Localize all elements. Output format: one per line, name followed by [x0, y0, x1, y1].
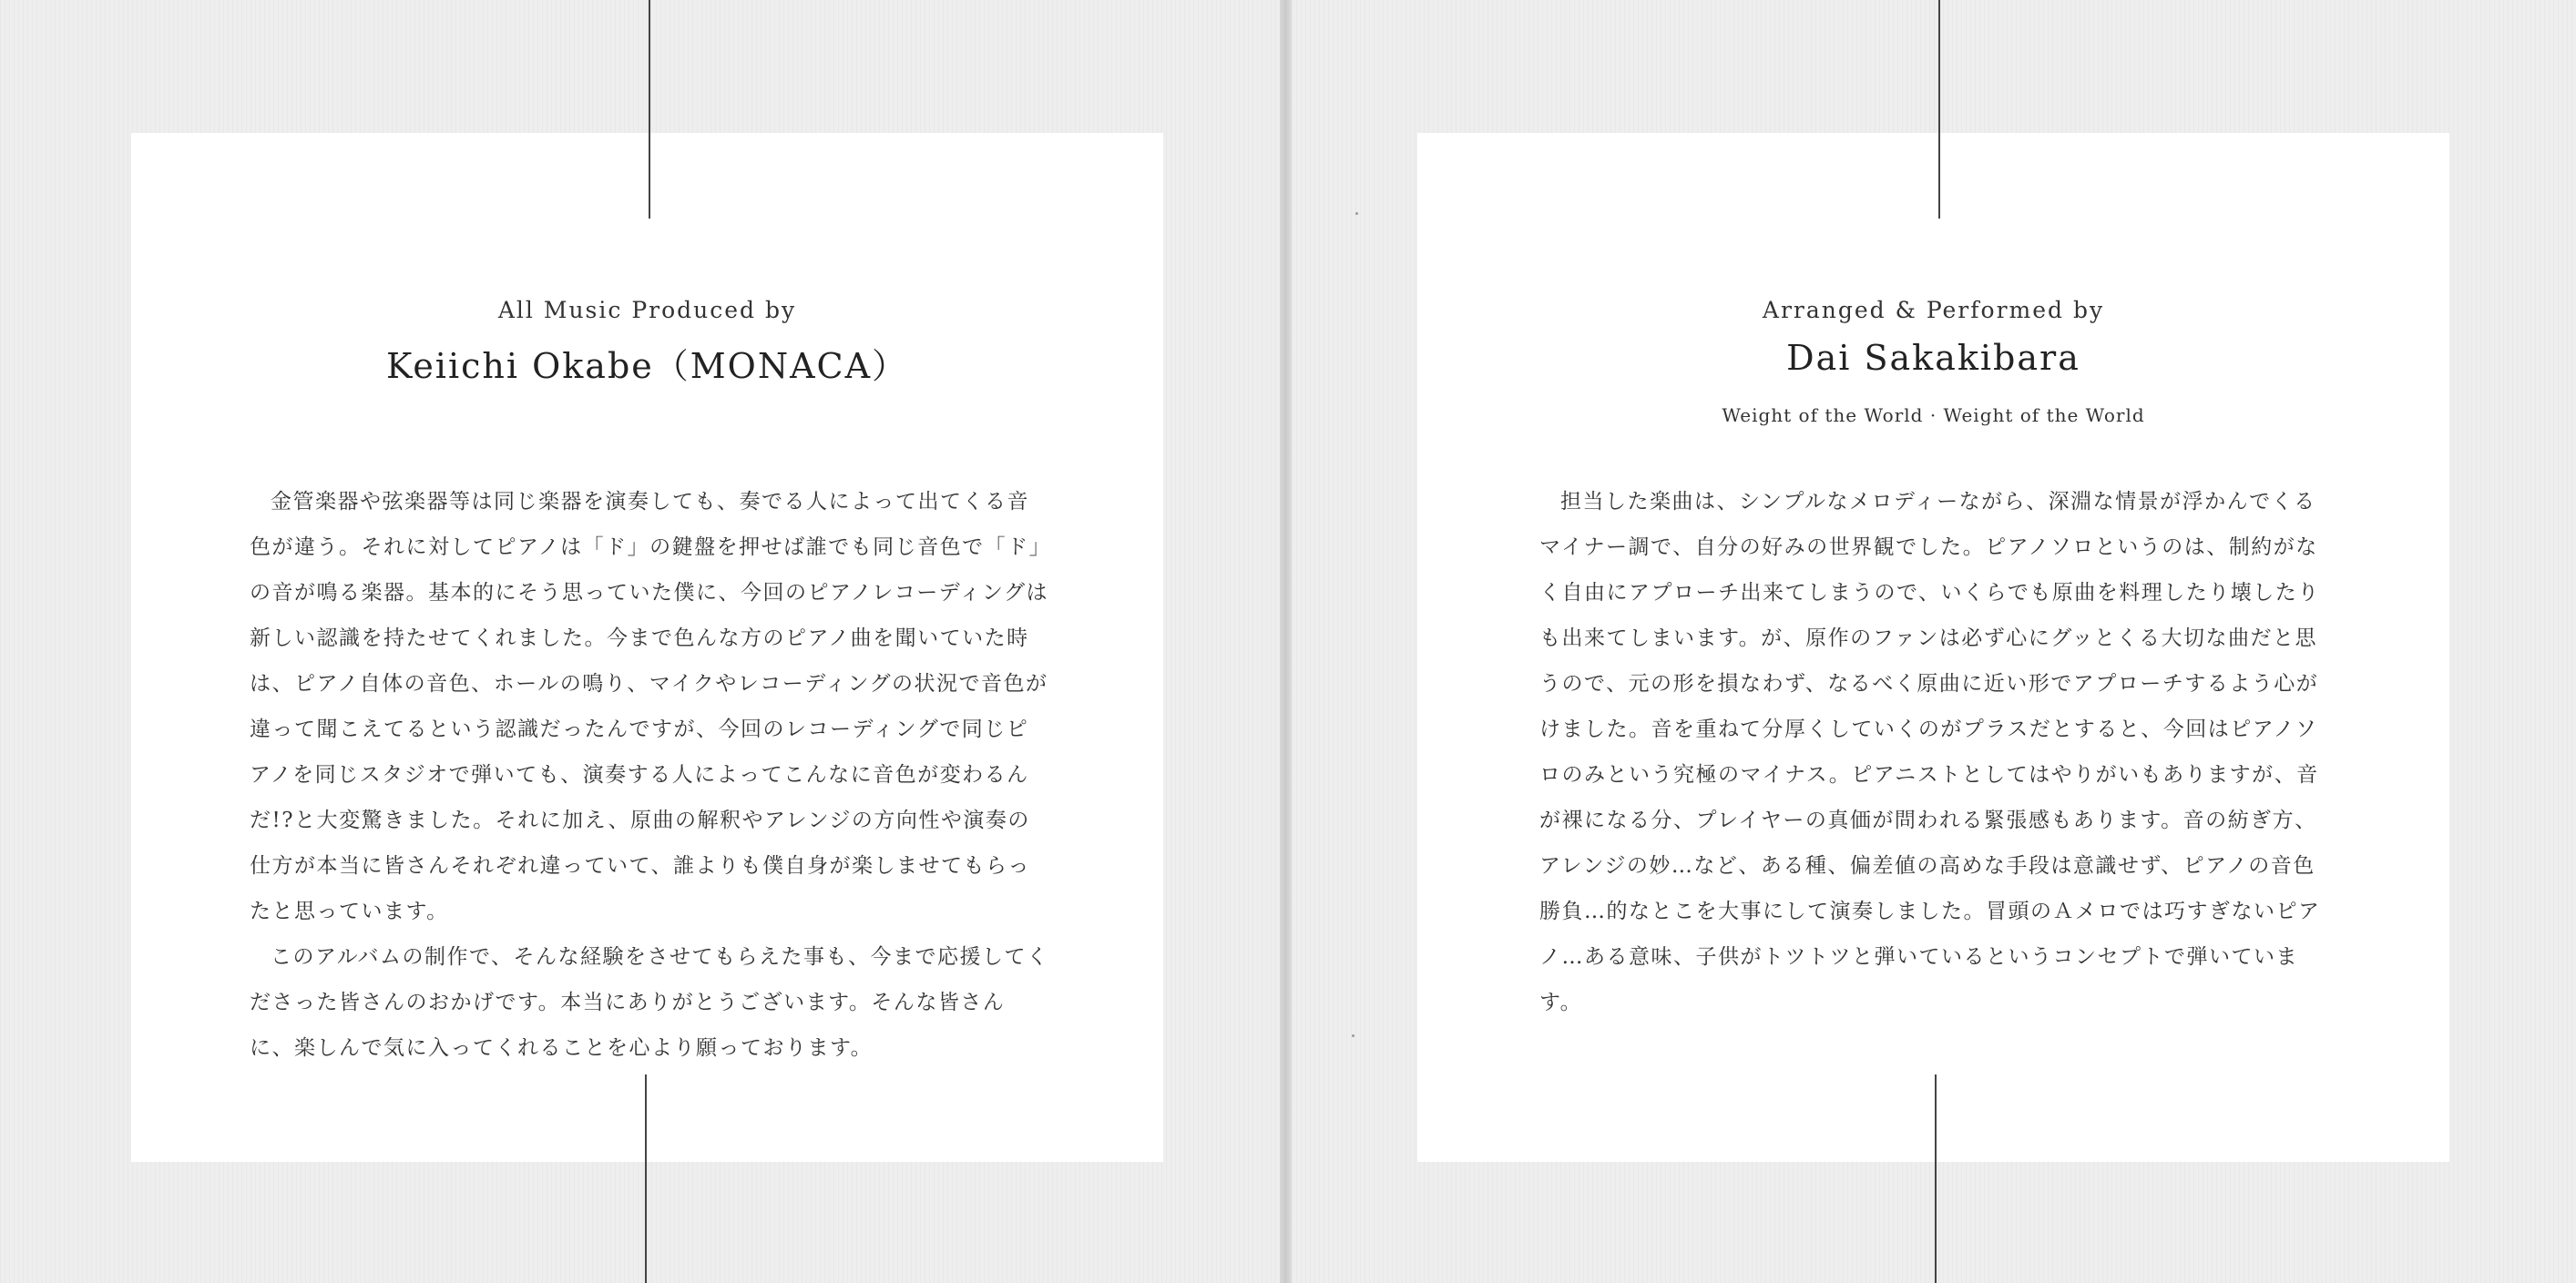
credit-label: All Music Produced by [497, 297, 797, 323]
paper-speck [1352, 1034, 1354, 1037]
body-text [1539, 479, 2332, 1025]
right-panel [1417, 133, 2449, 1162]
credit-name: Dai Sakakibara [1786, 338, 2080, 378]
paragraph: 担当した楽曲は、シンプルなメロディーながら、深淵な情景が浮かんでくるマイナー調で、自分の好みの世界観でした。ピアノソロというのは、制約がなく自由にアプローチ出来てしまうので、いくらでも原曲を料理したり壊したりも出来てしまいます。が、原作のファンは必ず心にグッとくる大切な曲だと思うので、元の形を損なわず、なるべく原曲に近い形でアプローチするよう心がけました。音を重ねて分厚くしていくのがプラスだとすると、今回はピアノソロのみという究極のマイナス。ピアニストとしてはやりがいもありますが、音が裸になる分、プレイヤーの真価が問われる緊張感もあります。音の紡ぎ方、アレンジの妙…など、ある種、偏差値の高めな手段は意識せず、ピアノの音色勝負…的なとこを大事にして演奏しました。冒頭のＡメロでは巧すぎないピアノ…ある意味、子供がトツトツと弾いているというコンセプトで弾いています。 [1539, 490, 2321, 1014]
paragraph: このアルバムの制作で、そんな経験をさせてもらえた事も、今まで応援してくださった皆さんのおかげです。本当にありがとうございます。そんな皆さんに、楽しんで気に入ってくれることを心より願っております。 [250, 945, 1049, 1060]
credit-name: Keiichi Okabe（MONACA） [385, 346, 909, 386]
bottom-rule-right [1935, 1074, 1937, 1283]
body-text [250, 479, 1049, 1071]
paper-speck [1355, 212, 1358, 215]
bottom-rule-left [645, 1074, 647, 1283]
top-rule-right [1938, 0, 1940, 219]
booklet-spine [1280, 0, 1292, 1283]
credit-label: Arranged & Performed by [1762, 297, 2105, 323]
track-line: Weight of the World · Weight of the World [1722, 404, 2145, 426]
top-rule-left [649, 0, 650, 219]
left-panel [131, 133, 1163, 1162]
paragraph: 金管楽器や弦楽器等は同じ楽器を演奏しても、奏でる人によって出てくる音色が違う。それに対してピアノは「ド」の鍵盤を押せば誰でも同じ音色で「ド」の音が鳴る楽器。基本的にそう思っていた僕に、今回のピアノレコーディングは新しい認識を持たせてくれました。今まで色んな方のピアノ曲を聞いていた時は、ピアノ自体の音色、ホールの鳴り、マイクやレコーディングの状況で音色が違って聞こえてるという認識だったんですが、今回のレコーディングで同じピアノを同じスタジオで弾いても、演奏する人によってこんなに音色が変わるんだ!?と大変驚きました。それに加え、原曲の解釈やアレンジの方向性や演奏の仕方が本当に皆さんそれぞれ違っていて、誰よりも僕自身が楽しませてもらったと思っています。 [250, 490, 1048, 923]
